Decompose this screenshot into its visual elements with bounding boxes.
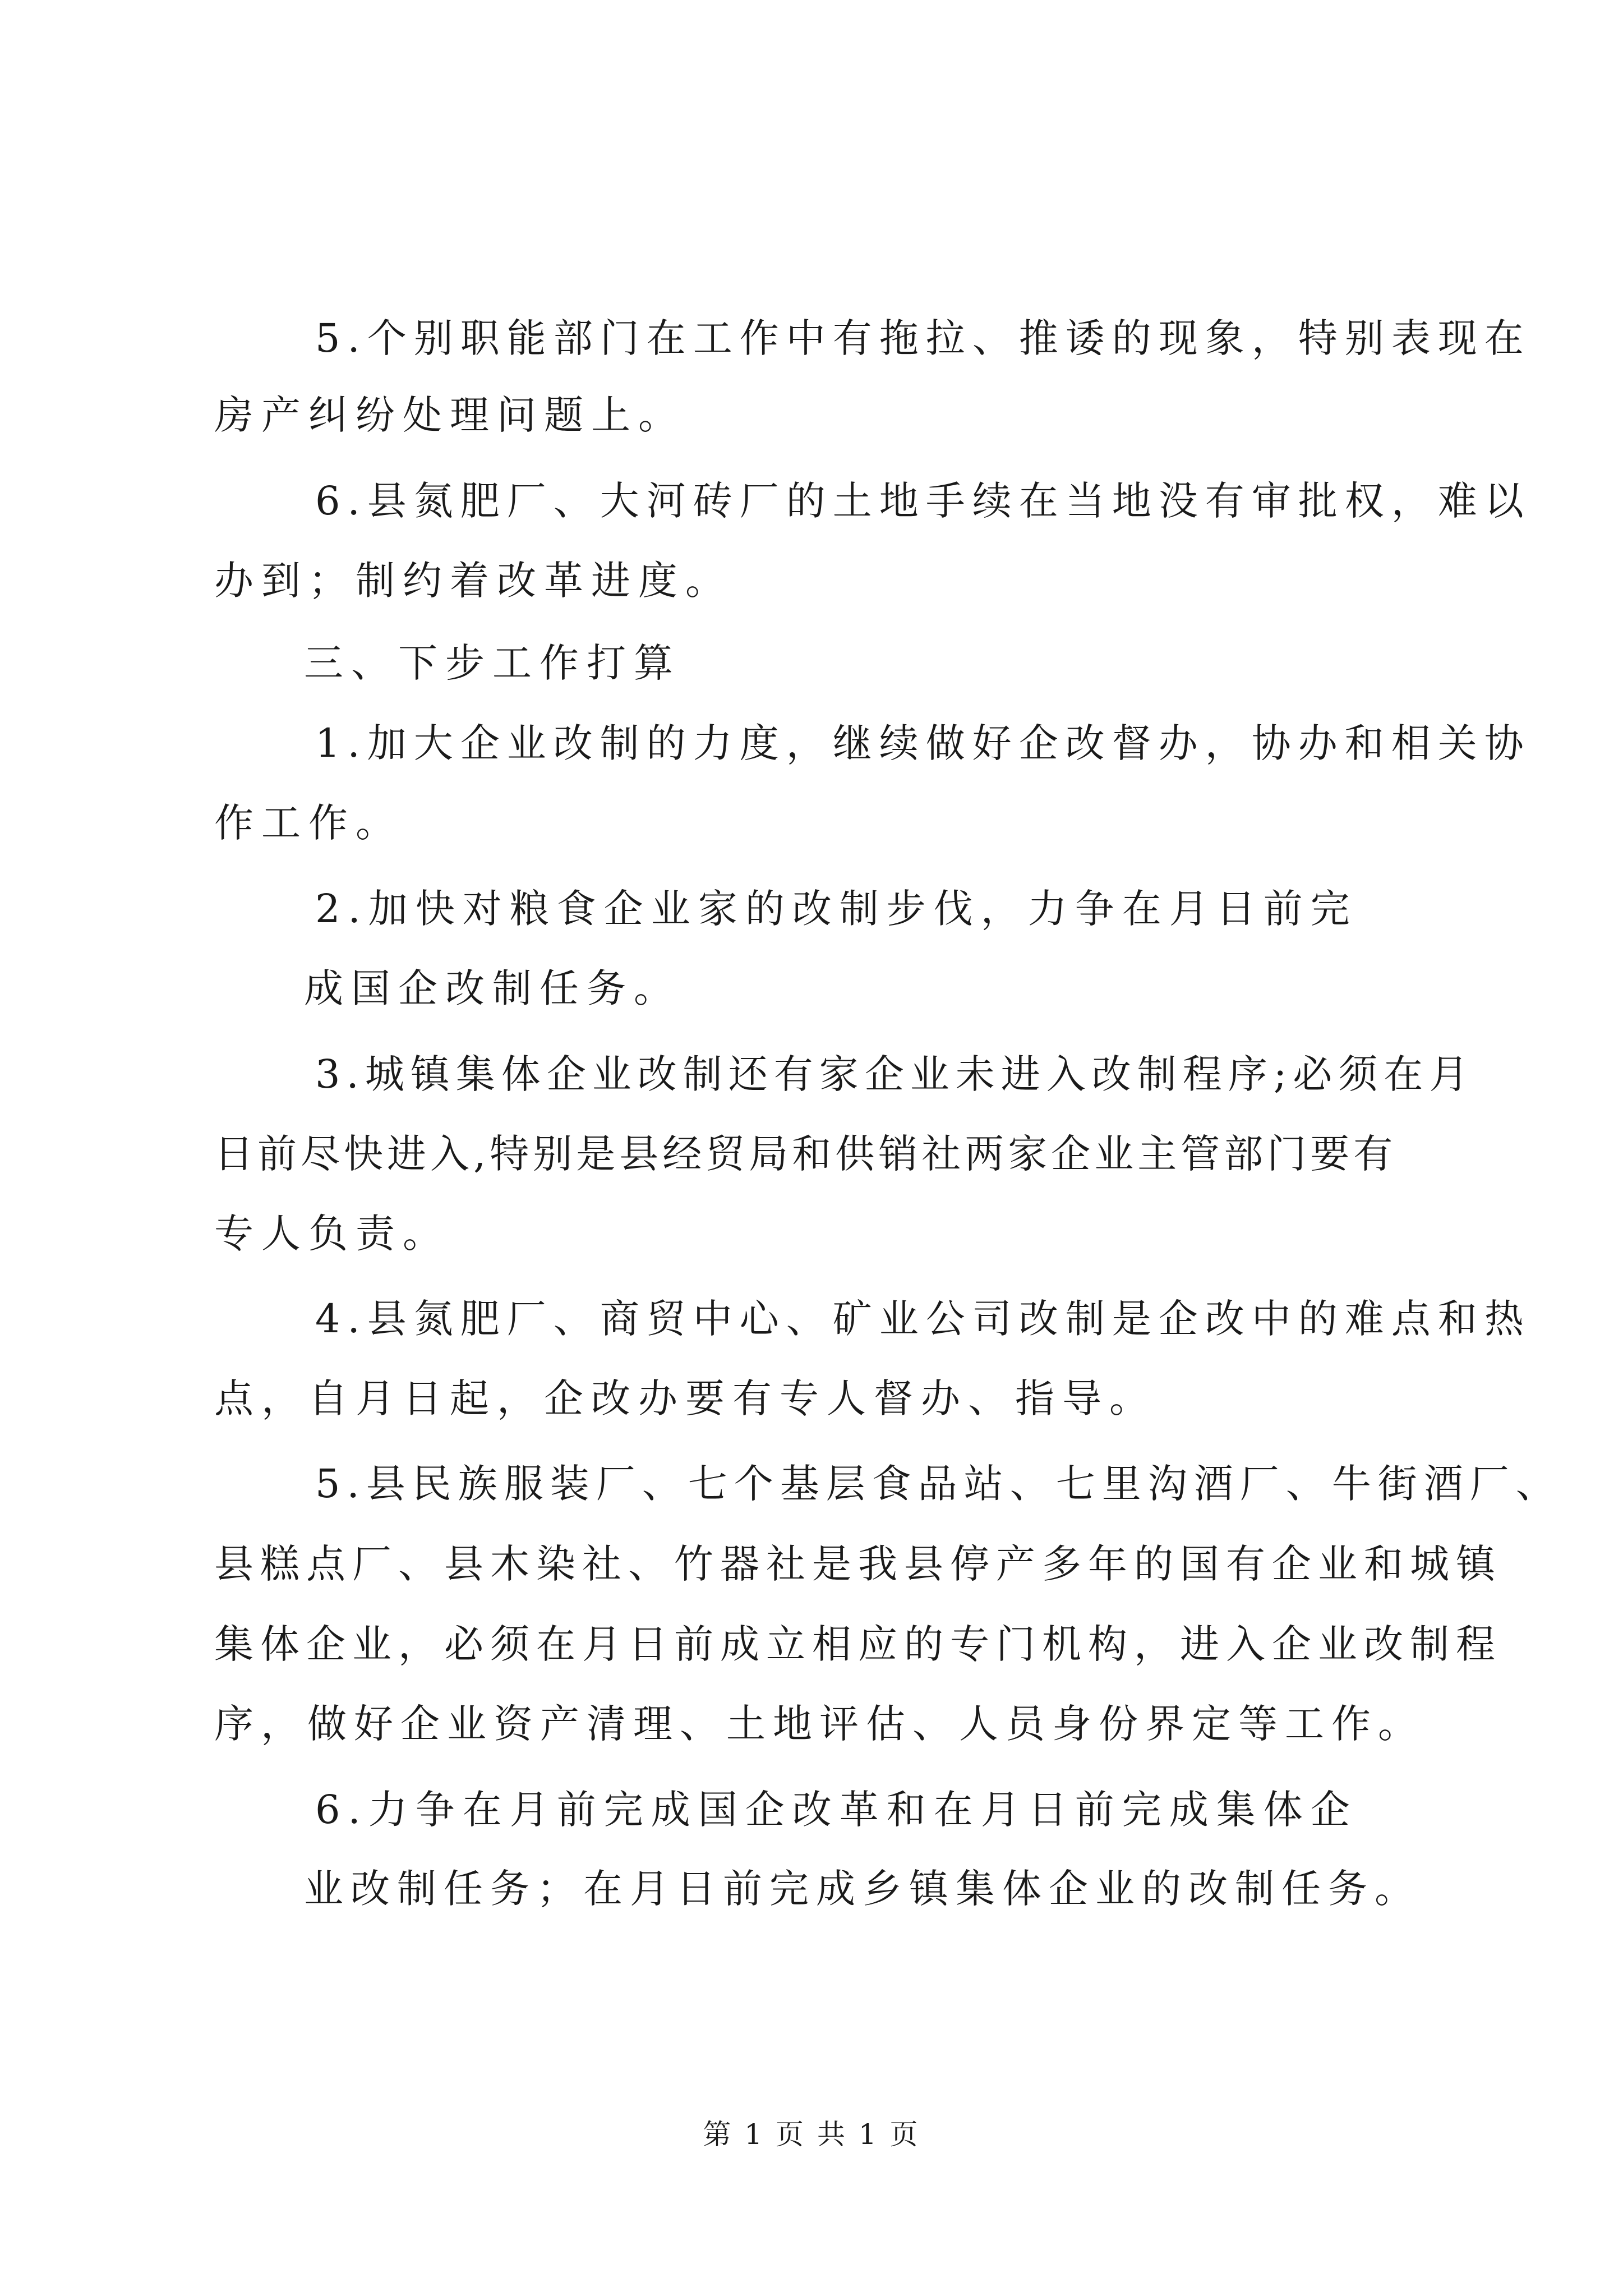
paragraph-line: 1.加大企业改制的力度，继续做好企改督办，协办和相关协: [315, 720, 1531, 766]
paragraph-line: 成国企改制任务。: [304, 965, 681, 1011]
paragraph-line: 集体企业，必须在月日前成立相应的专门机构，进入企业改制程: [214, 1621, 1502, 1667]
paragraph-line: 2.加快对粮食企业家的改制步伐，力争在月日前完: [315, 886, 1358, 932]
paragraph-line: 业改制任务；在月日前完成乡镇集体企业的改制任务。: [304, 1866, 1421, 1912]
paragraph-line: 日前尽快进入,特别是县经贸局和供销社两家企业主管部门要有: [214, 1131, 1397, 1177]
section-heading: 三、下步工作打算: [304, 640, 681, 686]
paragraph-line: 6.力争在月前完成国企改革和在月日前完成集体企: [315, 1787, 1358, 1833]
paragraph-line: 县糕点厂、县木染社、竹器社是我县停产多年的国有企业和城镇: [214, 1541, 1502, 1587]
paragraph-line: 办到；制约着改革进度。: [214, 558, 732, 604]
paragraph-line: 专人负责。: [214, 1211, 450, 1257]
paragraph-line: 作工作。: [214, 800, 403, 846]
paragraph-line: 点，自月日起，企改办要有专人督办、指导。: [214, 1375, 1156, 1421]
paragraph-line: 房产纠纷处理问题上。: [214, 392, 685, 438]
paragraph-line: 5.个别职能部门在工作中有拖拉、推诿的现象，特别表现在: [315, 315, 1531, 361]
paragraph-line: 序，做好企业资产清理、土地评估、人员身份界定等工作。: [214, 1701, 1424, 1747]
paragraph-line: 5.县民族服装厂、七个基层食品站、七里沟酒厂、牛街酒厂、: [315, 1461, 1562, 1507]
paragraph-line: 6.县氮肥厂、大河砖厂的土地手续在当地没有审批权，难以: [315, 478, 1531, 524]
paragraph-line: 4.县氮肥厂、商贸中心、矿业公司改制是企改中的难点和热: [315, 1296, 1531, 1342]
paragraph-line: 3.城镇集体企业改制还有家企业未进入改制程序;必须在月: [315, 1051, 1475, 1097]
page-number-footer: 第 1 页 共 1 页: [703, 2118, 920, 2151]
